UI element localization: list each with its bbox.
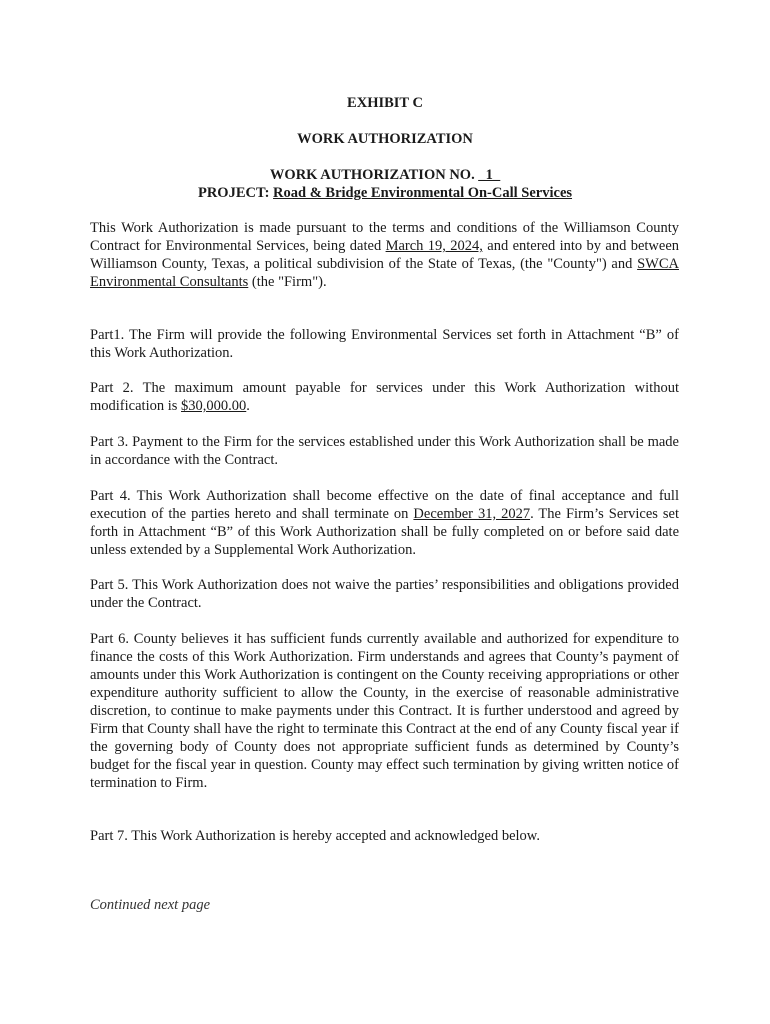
part-6-paragraph: Part 6. County believes it has sufficient funds currently available and authorized for expenditure to finance the costs of this Work Authorization. Firm understands and agrees that County’s payment of amounts under this Work Authorization is contingent on the County receiving appropriations or other expenditure authority sufficient to allow the County, in the exercise of reasonable administrative discretion, to continue to make payments under this Contract. It is further understood and agreed by Firm that County shall have the right to terminate this Contract at the end of any County fiscal year if the governing body of County does not appropriate sufficient funds as determined by County’s budget for the fiscal year in question. County may effect such termination by giving written notice of termination to Firm. (90, 631, 679, 791)
project-label: PROJECT: (197, 185, 274, 201)
max-amount: $30,000.00 (181, 398, 247, 414)
part-4-text-2: . The Firm’s Services set forth in Attachment “B” of this Work Authorization shall be fully completed on or before said date unless extended by a Supplemental Work Authorization. (90, 506, 679, 558)
part-2-end: . (246, 398, 250, 414)
wa-number-value: _1_ (478, 167, 501, 183)
part-4-paragraph (90, 487, 679, 559)
intro-text-2: and entered into by and between Williamson County, Texas, a political subdivision of the State of Texas, (the "County") and (90, 238, 680, 272)
intro-text-1: This Work Authorization is made pursuant to the terms and conditions of the Williamson County Contract for Environmental Services, being dated (90, 220, 679, 254)
exhibit-heading: EXHIBIT C (347, 95, 423, 111)
part-5-paragraph: Part 5. This Work Authorization does not waive the parties’ responsibilities and obligations provided under the Contract. (90, 577, 679, 611)
termination-date: December 31, 2027 (413, 506, 531, 522)
contract-date: March 19, 2024, (385, 238, 483, 254)
continued-note: Continued next page (90, 897, 211, 913)
wa-number-label: WORK AUTHORIZATION NO. (269, 167, 479, 183)
part-2-text: Part 2. The maximum amount payable for services under this Work Authorization without modification is (90, 380, 679, 414)
part-3-paragraph: Part 3. Payment to the Firm for the services established under this Work Authorization shall be made in accordance with the Contract. (90, 434, 679, 468)
project-name: Road & Bridge Environmental On-Call Services (273, 185, 573, 201)
part-4-text-1: Part 4. This Work Authorization shall become effective on the date of final acceptance and full execution of the parties hereto and shall terminate on (90, 488, 679, 522)
firm-name: SWCA Environmental Consultants (90, 256, 679, 290)
part-2-paragraph (90, 379, 679, 415)
intro-text-3: (the "Firm"). (248, 274, 327, 290)
part-7-paragraph: Part 7. This Work Authorization is hereby accepted and acknowledged below. (90, 828, 540, 844)
work-authorization-number (0, 166, 770, 184)
intro-paragraph (90, 219, 679, 291)
document-title: WORK AUTHORIZATION (297, 131, 473, 147)
part-1-paragraph: Part1. The Firm will provide the following Environmental Services set forth in Attachment “B” of this Work Authorization. (90, 327, 679, 361)
project-line (0, 184, 770, 202)
